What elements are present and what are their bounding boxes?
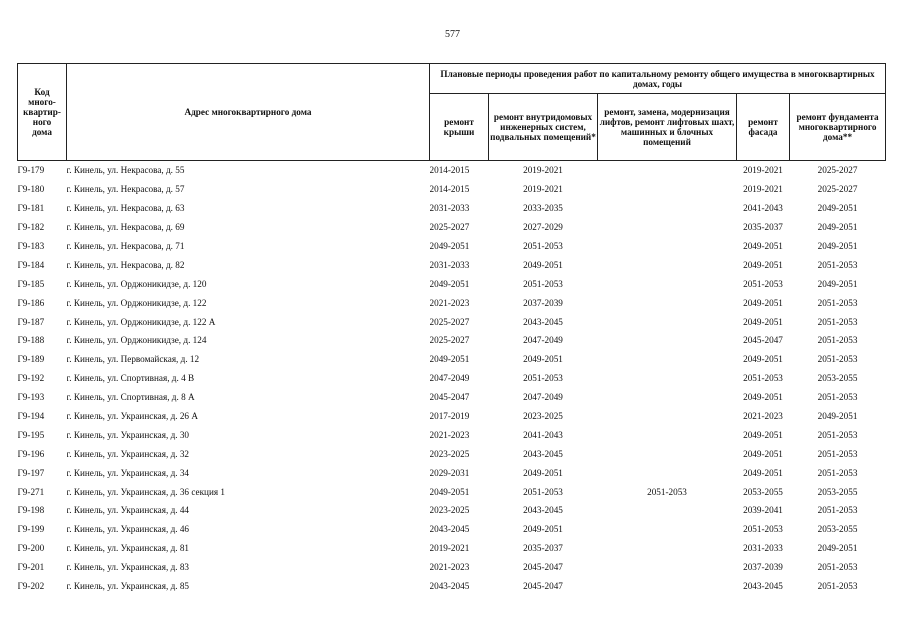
cell-facade: 2037-2039	[743, 562, 783, 573]
cell-roof: 2029-2031	[429, 467, 470, 478]
cell-address: г. Кинель, ул. Орджоникидзе, д. 122 А	[66, 316, 216, 327]
cell-roof: 2021-2023	[429, 429, 470, 440]
cell-roof: 2025-2027	[429, 222, 470, 233]
cell-elevators	[598, 407, 737, 426]
cell-elevators	[598, 501, 737, 520]
cell-code: Г9-202	[17, 581, 45, 592]
cell-systems: 2047-2049	[523, 392, 563, 403]
cell-foundation: 2051-2053	[817, 392, 858, 403]
cell-elevators	[598, 577, 737, 596]
cell-facade: 2035-2037	[743, 222, 783, 233]
cell-address: г. Кинель, ул. Некрасова, д. 82	[66, 259, 185, 270]
table-row	[18, 558, 886, 577]
table-row	[18, 237, 886, 256]
cell-code: Г9-180	[17, 184, 45, 195]
cell-address: г. Кинель, ул. Первомайская, д. 12	[66, 354, 200, 365]
cell-facade: 2019-2021	[737, 161, 790, 180]
cell-elevators	[598, 312, 737, 331]
cell-foundation: 2053-2055	[817, 524, 858, 535]
cell-systems: 2043-2045	[523, 448, 563, 459]
cell-systems: 2049-2051	[523, 467, 563, 478]
cell-systems: 2049-2051	[523, 354, 563, 365]
cell-facade: 2051-2053	[743, 278, 783, 289]
table-row	[18, 388, 886, 407]
cell-elevators	[598, 255, 737, 274]
cell-code: Г9-197	[17, 467, 45, 478]
table-row	[18, 312, 886, 331]
cell-elevators	[598, 199, 737, 218]
cell-systems: 2023-2025	[523, 411, 563, 422]
cell-systems: 2051-2053	[523, 373, 563, 384]
cell-elevators: 2051-2053	[647, 486, 687, 497]
cell-elevators	[598, 388, 737, 407]
cell-foundation: 2049-2051	[817, 278, 858, 289]
cell-facade: 2045-2047	[743, 335, 783, 346]
cell-facade: 2049-2051	[743, 316, 783, 327]
cell-foundation: 2053-2055	[817, 373, 858, 384]
cell-code: Г9-179	[18, 161, 67, 180]
cell-systems: 2047-2049	[523, 335, 563, 346]
cell-roof: 2049-2051	[429, 486, 470, 497]
cell-address: г. Кинель, ул. Украинская, д. 46	[66, 524, 190, 535]
cell-systems: 2049-2051	[523, 259, 563, 270]
cell-facade: 2041-2043	[743, 203, 783, 214]
cell-systems: 2019-2021	[523, 184, 563, 195]
table-row	[18, 444, 886, 463]
cell-facade: 2049-2051	[743, 448, 783, 459]
cell-systems: 2043-2045	[523, 505, 563, 516]
cell-address: г. Кинель, ул. Орджоникидзе, д. 120	[66, 278, 207, 289]
cell-roof: 2047-2049	[429, 373, 470, 384]
cell-foundation: 2051-2053	[817, 259, 858, 270]
cell-code: Г9-184	[17, 259, 45, 270]
cell-roof: 2025-2027	[429, 335, 470, 346]
cell-foundation: 2051-2053	[817, 581, 858, 592]
cell-systems: 2033-2035	[523, 203, 563, 214]
cell-code: Г9-271	[17, 486, 45, 497]
header-facade: ремонт фасада	[737, 94, 790, 161]
table-row	[18, 255, 886, 274]
cell-roof: 2049-2051	[429, 278, 470, 289]
table-row	[18, 218, 886, 237]
cell-elevators	[598, 558, 737, 577]
cell-elevators	[598, 425, 737, 444]
cell-roof: 2021-2023	[429, 297, 470, 308]
cell-foundation: 2051-2053	[817, 562, 858, 573]
table-row	[18, 463, 886, 482]
cell-address: г. Кинель, ул. Некрасова, д. 63	[66, 203, 185, 214]
cell-elevators	[598, 180, 737, 199]
table-row	[18, 331, 886, 350]
cell-systems: 2019-2021	[489, 161, 598, 180]
cell-roof: 2043-2045	[429, 581, 470, 592]
cell-foundation: 2051-2053	[817, 316, 858, 327]
cell-address: г. Кинель, ул. Некрасова, д. 57	[66, 184, 185, 195]
cell-foundation: 2025-2027	[817, 184, 858, 195]
cell-foundation: 2051-2053	[817, 297, 858, 308]
table-row	[18, 501, 886, 520]
header-roof: ремонт крыши	[430, 94, 489, 161]
cell-code: Г9-198	[17, 505, 45, 516]
cell-foundation: 2049-2051	[817, 543, 858, 554]
cell-roof: 2014-2015	[430, 161, 489, 180]
table-row	[18, 161, 886, 180]
table-row	[18, 293, 886, 312]
cell-address: г. Кинель, ул. Некрасова, д. 69	[66, 222, 185, 233]
cell-elevators	[598, 274, 737, 293]
cell-foundation: 2053-2055	[817, 486, 858, 497]
cell-code: Г9-195	[17, 429, 45, 440]
cell-address: г. Кинель, ул. Украинская, д. 34	[66, 467, 190, 478]
cell-facade: 2021-2023	[743, 411, 783, 422]
table-row	[18, 539, 886, 558]
cell-facade: 2031-2033	[743, 543, 783, 554]
cell-address: г. Кинель, ул. Украинская, д. 30	[66, 429, 190, 440]
cell-elevators	[598, 218, 737, 237]
cell-foundation: 2049-2051	[817, 241, 858, 251]
cell-foundation: 2025-2027	[790, 161, 886, 180]
cell-elevators	[598, 350, 737, 369]
cell-code: Г9-186	[17, 297, 45, 308]
cell-systems: 2049-2051	[523, 524, 563, 535]
cell-code: Г9-200	[17, 543, 45, 554]
cell-elevators	[598, 444, 737, 463]
cell-systems: 2051-2053	[523, 278, 563, 289]
table-body	[18, 161, 886, 596]
cell-code: Г9-199	[17, 524, 45, 535]
cell-address: г. Кинель, ул. Украинская, д. 81	[66, 543, 190, 554]
cell-roof: 2049-2051	[429, 354, 470, 365]
cell-address: г. Кинель, ул. Орджоникидзе, д. 124	[66, 335, 207, 346]
cell-address: г. Кинель, ул. Некрасова, д. 71	[66, 241, 185, 251]
cell-facade: 2049-2051	[743, 259, 783, 270]
cell-code: Г9-194	[17, 411, 45, 422]
cell-address: г. Кинель, ул. Спортивная, д. 8 А	[66, 392, 195, 403]
cell-code: Г9-182	[17, 222, 45, 233]
cell-facade: 2051-2053	[743, 524, 783, 535]
cell-roof: 2025-2027	[429, 316, 470, 327]
cell-address: г. Кинель, ул. Спортивная, д. 4 В	[66, 373, 195, 384]
cell-code: Г9-188	[17, 335, 45, 346]
cell-address: г. Кинель, ул. Украинская, д. 44	[66, 505, 190, 516]
cell-foundation: 2049-2051	[817, 411, 858, 422]
table-row	[18, 274, 886, 293]
table-row	[18, 350, 886, 369]
cell-roof: 2031-2033	[429, 203, 470, 214]
header-address: Адрес многоквартирного дома	[67, 64, 430, 161]
cell-facade: 2049-2051	[743, 297, 783, 308]
cell-elevators	[598, 293, 737, 312]
cell-roof: 2014-2015	[429, 184, 470, 195]
cell-address: г. Кинель, ул. Украинская, д. 32	[66, 448, 190, 459]
cell-roof: 2019-2021	[429, 543, 470, 554]
cell-systems: 2037-2039	[523, 297, 563, 308]
table-row	[18, 482, 886, 501]
cell-systems: 2051-2053	[523, 241, 563, 251]
cell-facade: 2049-2051	[743, 467, 783, 478]
header-periods: Плановые периоды проведения работ по капитальному ремонту общего имущества в многоквартирных домах, годы	[430, 64, 886, 94]
cell-facade: 2049-2051	[743, 354, 783, 365]
table-row	[18, 425, 886, 444]
cell-roof: 2023-2025	[429, 448, 470, 459]
cell-elevators	[598, 520, 737, 539]
cell-elevators	[598, 369, 737, 388]
cell-facade: 2019-2021	[743, 184, 783, 195]
cell-roof: 2017-2019	[429, 411, 470, 422]
cell-address: г. Кинель, ул. Украинская, д. 26 А	[66, 411, 198, 422]
capital-repair-table	[17, 63, 886, 595]
cell-foundation: 2051-2053	[817, 467, 858, 478]
cell-elevators	[598, 331, 737, 350]
cell-code: Г9-196	[17, 448, 45, 459]
cell-address: г. Кинель, ул. Некрасова, д. 55	[67, 161, 430, 180]
cell-foundation: 2051-2053	[817, 448, 858, 459]
cell-roof: 2049-2051	[429, 241, 470, 251]
page-number: 577	[445, 29, 460, 40]
cell-foundation: 2051-2053	[817, 429, 858, 440]
header-code: Код много- квартир- ного дома	[18, 64, 67, 161]
cell-facade: 2043-2045	[743, 581, 783, 592]
cell-facade: 2049-2051	[743, 429, 783, 440]
cell-foundation: 2051-2053	[817, 335, 858, 346]
cell-elevators	[598, 539, 737, 558]
cell-facade: 2051-2053	[743, 373, 783, 384]
table-row	[18, 407, 886, 426]
cell-code: Г9-187	[17, 316, 45, 327]
header-elevators: ремонт, замена, модернизация лифтов, ремонт лифтовых шахт, машинных и блочных помещений	[598, 94, 737, 161]
cell-roof: 2043-2045	[429, 524, 470, 535]
cell-foundation: 2049-2051	[817, 203, 858, 214]
cell-address: г. Кинель, ул. Украинская, д. 36 секция 1	[66, 486, 225, 497]
cell-code: Г9-201	[17, 562, 45, 573]
cell-elevators	[598, 237, 737, 256]
cell-foundation: 2051-2053	[817, 505, 858, 516]
cell-code: Г9-181	[17, 203, 45, 214]
table-row	[18, 369, 886, 388]
cell-code: Г9-183	[17, 241, 45, 251]
cell-roof: 2031-2033	[429, 259, 470, 270]
cell-foundation: 2049-2051	[817, 222, 858, 233]
cell-systems: 2043-2045	[523, 316, 563, 327]
table-row	[18, 199, 886, 218]
cell-address: г. Кинель, ул. Украинская, д. 83	[66, 562, 190, 573]
header-systems: ремонт внутридомовых инженерных систем, подвальных помещений*	[489, 94, 598, 161]
table-row	[18, 577, 886, 596]
cell-elevators	[598, 161, 737, 180]
cell-roof: 2021-2023	[429, 562, 470, 573]
cell-code: Г9-193	[17, 392, 45, 403]
cell-systems: 2051-2053	[523, 486, 563, 497]
header-foundation: ремонт фундамента многоквартирного дома**	[790, 94, 886, 161]
cell-address: г. Кинель, ул. Орджоникидзе, д. 122	[66, 297, 207, 308]
table-row	[18, 520, 886, 539]
cell-address: г. Кинель, ул. Украинская, д. 85	[66, 581, 190, 592]
cell-foundation: 2051-2053	[817, 354, 858, 365]
cell-facade: 2039-2041	[743, 505, 783, 516]
cell-elevators	[598, 463, 737, 482]
cell-facade: 2049-2051	[743, 392, 783, 403]
cell-facade: 2053-2055	[743, 486, 783, 497]
cell-code: Г9-192	[17, 373, 45, 384]
cell-roof: 2023-2025	[429, 505, 470, 516]
cell-systems: 2035-2037	[523, 543, 563, 554]
cell-systems: 2045-2047	[523, 562, 563, 573]
cell-systems: 2045-2047	[523, 581, 563, 592]
cell-code: Г9-189	[17, 354, 45, 365]
cell-facade: 2049-2051	[743, 241, 783, 251]
cell-systems: 2027-2029	[523, 222, 563, 233]
cell-code: Г9-185	[17, 278, 45, 289]
table-row	[18, 180, 886, 199]
cell-systems: 2041-2043	[523, 429, 563, 440]
cell-roof: 2045-2047	[429, 392, 470, 403]
